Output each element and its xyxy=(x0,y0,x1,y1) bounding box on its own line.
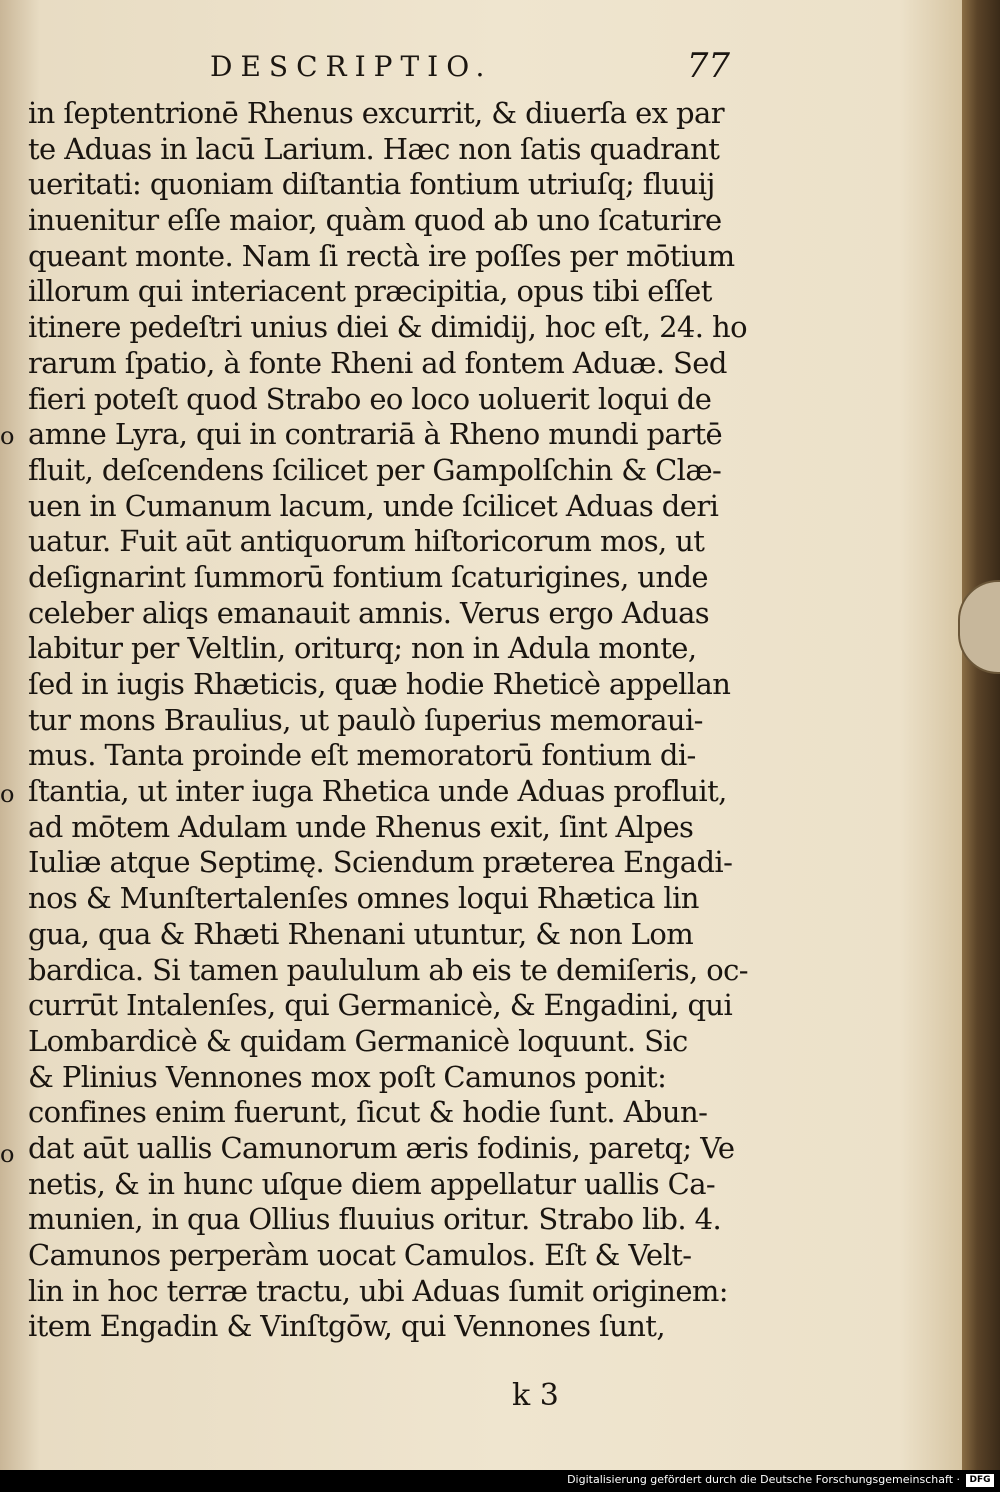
text-line: & Plinius Vennones mox poſt Camunos ponit: xyxy=(28,1059,667,1094)
text-line: itinere pedeſtri unius diei & dimidij, hoc eſt, 24. ho xyxy=(28,310,747,345)
text-line: deſignarint ſummorū fontium ſcaturigines, unde xyxy=(28,559,708,594)
text-line: Camunos perperàm uocat Camulos. Eſt & Velt- xyxy=(28,1238,692,1272)
text-line: mus. Tanta proinde eſt memoratorū fontium di- xyxy=(28,738,696,773)
text-line: amne Lyra, qui in contrariā à Rheno mundi partē xyxy=(28,417,723,452)
margin-mark: o xyxy=(0,422,15,450)
text-line: fluit, deſcendens ſcilicet per Gampolſchin & Clæ- xyxy=(28,452,722,487)
running-title: DESCRIPTIO. xyxy=(210,50,493,83)
text-line: currūt Intalenſes, qui Germanicè, & Engadini, qui xyxy=(28,988,733,1023)
margin-mark: o xyxy=(0,1140,15,1168)
text-line: ad mōtem Adulam unde Rhenus exit, ſint Alpes xyxy=(28,809,694,844)
text-line: bardica. Si tamen paululum ab eis te demiſeris, oc- xyxy=(28,952,748,987)
text-line: dat aūt uallis Camunorum æris fodinis, paretq; Ve xyxy=(28,1130,735,1165)
footer-bar xyxy=(0,1470,1000,1492)
text-line: te Aduas in lacū Larium. Hæc non ſatis quadrant xyxy=(28,131,720,166)
text-line: in ſeptentrionē Rhenus excurrit, & diuerſa ex par xyxy=(28,96,724,130)
body-text xyxy=(28,96,748,1345)
running-header xyxy=(210,46,730,90)
text-line: ſed in iugis Rhæticis, quæ hodie Rheticè appellan xyxy=(28,667,731,701)
text-line: rarum ſpatio, à fonte Rheni ad fontem Aduæ. Sed xyxy=(28,345,727,380)
signature-mark: k 3 xyxy=(512,1378,559,1413)
text-line: labitur per Veltlin, oriturq; non in Adula monte, xyxy=(28,631,697,666)
text-line: uatur. Fuit aūt antiquorum hiſtoricorum mos, ut xyxy=(28,524,705,559)
text-line: item Engadin & Vinſtgōw, qui Vennones ſunt, xyxy=(28,1309,665,1344)
page-number: 77 xyxy=(686,46,730,86)
text-line: celeber aliqs emanauit amnis. Verus ergo Aduas xyxy=(28,595,710,630)
text-line: tur mons Braulius, ut paulò ſuperius memoraui- xyxy=(28,702,703,737)
page-edge xyxy=(962,0,1000,1470)
funding-credit: Digitalisierung gefördert durch die Deutsche Forschungsgemeinschaft · xyxy=(567,1473,960,1486)
dfg-logo: DFG xyxy=(966,1474,994,1487)
text-line: ueritati: quoniam diſtantia fontium utriuſq; fluuij xyxy=(28,167,715,202)
text-line: nos & Munſtertalenſes omnes loqui Rhætica lin xyxy=(28,881,699,916)
text-line: Lombardicè & quidam Germanicè loquunt. Sic xyxy=(28,1023,688,1058)
text-line: gua, qua & Rhæti Rhenani utuntur, & non Lom xyxy=(28,916,694,951)
text-line: queant monte. Nam ſi rectà ire poſſes per mōtium xyxy=(28,238,735,273)
text-line: inuenitur eſſe maior, quàm quod ab uno ſcaturire xyxy=(28,203,722,238)
text-line: lin in hoc terræ tractu, ubi Aduas ſumit originem: xyxy=(28,1273,728,1308)
text-line: Iuliæ atque Septimę. Sciendum præterea Engadi- xyxy=(28,845,733,880)
text-line: illorum qui interiacent præcipitia, opus tibi eſſet xyxy=(28,274,712,309)
text-line: ſtantia, ut inter iuga Rhetica unde Aduas profluit, xyxy=(28,774,727,809)
text-line: netis, & in hunc uſque diem appellatur uallis Ca- xyxy=(28,1166,716,1201)
text-line: munien, in qua Ollius fluuius oritur. Strabo lib. 4. xyxy=(28,1202,722,1237)
text-line: confines enim fuerunt, ſicut & hodie ſunt. Abun- xyxy=(28,1095,708,1130)
margin-mark: o xyxy=(0,780,15,808)
text-line: fieri poteſt quod Strabo eo loco uoluerit loqui de xyxy=(28,381,712,416)
text-line: uen in Cumanum lacum, unde ſcilicet Aduas deri xyxy=(28,488,719,523)
